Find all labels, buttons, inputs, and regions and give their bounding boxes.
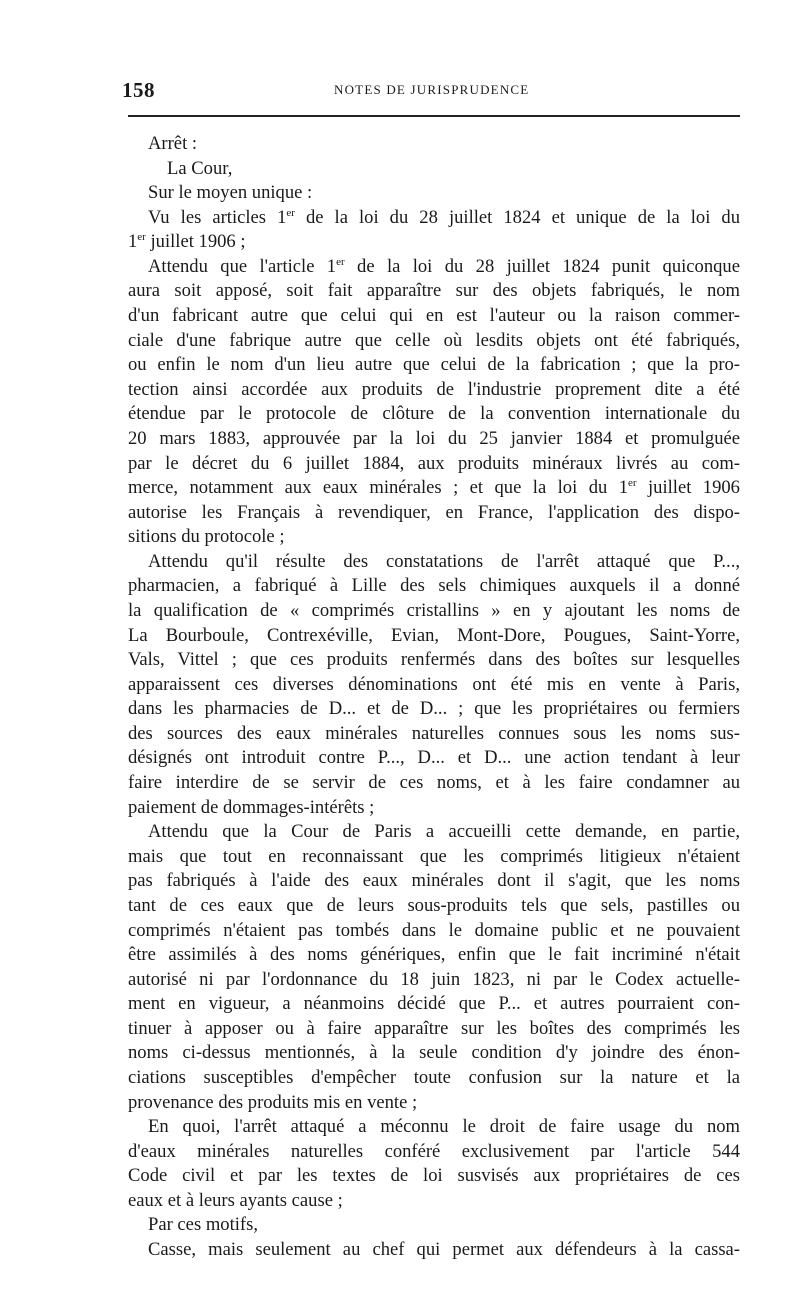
text-line: Sur le moyen unique :: [148, 182, 313, 204]
text-line: autorisé ni par l'ordonnance du 18 juin 1823, ni par le Codex actuelle-: [128, 968, 740, 990]
text-line: paiement de dommages-intérêts ;: [128, 796, 375, 818]
text-line: aura soit apposé, soit fait apparaître sur des objets fabriqués, le nom: [128, 280, 740, 302]
text-line: En quoi, l'arrêt attaqué a méconnu le droit de faire usage du nom: [148, 1116, 740, 1138]
text-line: des sources des eaux minérales naturelles connues sous les noms sus-: [128, 722, 740, 744]
text-line: Vals, Vittel ; que ces produits renfermés dans des boîtes sur lesquelles: [128, 649, 740, 671]
text-line: La Cour,: [167, 157, 233, 179]
text-line: faire interdire de se servir de ces noms, et à les faire condamner au: [128, 772, 740, 794]
text-line: Casse, mais seulement au chef qui permet aux défendeurs à la cassa-: [148, 1239, 740, 1261]
text-line: tinuer à apposer ou à faire apparaître sur les boîtes des comprimés les: [128, 1017, 740, 1039]
text-line: 1er juillet 1906 ;: [128, 231, 246, 253]
text-line: la qualification de « comprimés cristallins » en y ajoutant les noms de: [128, 599, 740, 621]
text-line: Attendu qu'il résulte des constatations de l'arrêt attaqué que P...,: [148, 550, 740, 572]
text-line: ciale d'une fabrique autre que celle où lesdits objets ont été fabriqués,: [128, 329, 740, 351]
text-line: La Bourboule, Contrexéville, Evian, Mont-Dore, Pougues, Saint-Yorre,: [128, 624, 740, 646]
text-line: autorise les Français à revendiquer, en France, l'application des dispo-: [128, 501, 740, 523]
text-line: d'un fabricant autre que celui qui en est l'auteur ou la raison commer-: [128, 305, 740, 327]
header-rule: [128, 115, 740, 117]
text-line: désignés ont introduit contre P..., D... et D... une action tendant à leur: [128, 747, 740, 769]
text-line: Arrêt :: [148, 133, 198, 154]
text-line: tant de ces eaux que de leurs sous-produits tels que sels, pastilles ou: [128, 894, 740, 916]
page-number: 158: [122, 78, 155, 102]
text-line: par le décret du 6 juillet 1884, aux produits minéraux livrés au com-: [128, 452, 740, 474]
body-text: [128, 132, 740, 1263]
text-line: Vu les articles 1er de la loi du 28 juillet 1824 et unique de la loi du: [148, 206, 740, 228]
text-line: pas fabriqués à l'aide des eaux minérales dont il s'agit, que les noms: [128, 870, 740, 892]
text-line: ciations susceptibles d'empêcher toute confusion sur la nature et la: [128, 1066, 740, 1088]
text-line: d'eaux minérales naturelles conféré exclusivement par l'article 544: [128, 1140, 740, 1162]
text-line: Attendu que la Cour de Paris a accueilli cette demande, en partie,: [148, 821, 740, 843]
text-line: merce, notamment aux eaux minérales ; et que la loi du 1er juillet 1906: [128, 477, 740, 499]
text-line: sitions du protocole ;: [128, 526, 285, 548]
text-line: étendue par le protocole de clôture de la convention internationale du: [128, 403, 740, 425]
text-line: eaux et à leurs ayants cause ;: [128, 1189, 343, 1211]
text-line: Attendu que l'article 1er de la loi du 28 juillet 1824 punit quiconque: [148, 255, 740, 277]
text-line: Par ces motifs,: [148, 1214, 258, 1236]
text-line: pharmacien, a fabriqué à Lille des sels chimiques auxquels il a donné: [128, 575, 740, 597]
text-line: 20 mars 1883, approuvée par la loi du 25 janvier 1884 et promulguée: [128, 427, 740, 449]
text-line: mais que tout en reconnaissant que les comprimés litigieux n'étaient: [128, 845, 740, 867]
text-line: ou enfin le nom d'un lieu autre que celui de la fabrication ; que la pro-: [128, 354, 740, 376]
text-line: ment en vigueur, a néanmoins décidé que P... et autres pourraient con-: [128, 993, 740, 1015]
text-line: provenance des produits mis en vente ;: [128, 1091, 418, 1113]
text-line: comprimés n'étaient pas tombés dans le domaine public et ne pouvaient: [128, 919, 740, 941]
text-line: être assimilés à des noms génériques, enfin que le fait incriminé n'était: [128, 944, 740, 966]
text-line: apparaissent ces diverses dénominations ont été mis en vente à Paris,: [128, 673, 740, 695]
text-line: dans les pharmacies de D... et de D... ; que les propriétaires ou fermiers: [128, 698, 740, 720]
text-line: Code civil et par les textes de loi susvisés aux propriétaires de ces: [128, 1165, 740, 1187]
running-head: NOTES DE JURISPRUDENCE: [334, 82, 530, 97]
text-line: noms ci-dessus mentionnés, à la seule condition d'y joindre des énon-: [128, 1042, 740, 1064]
page-header: [122, 78, 742, 102]
text-line: tection ainsi accordée aux produits de l'industrie proprement dite a été: [128, 378, 740, 400]
